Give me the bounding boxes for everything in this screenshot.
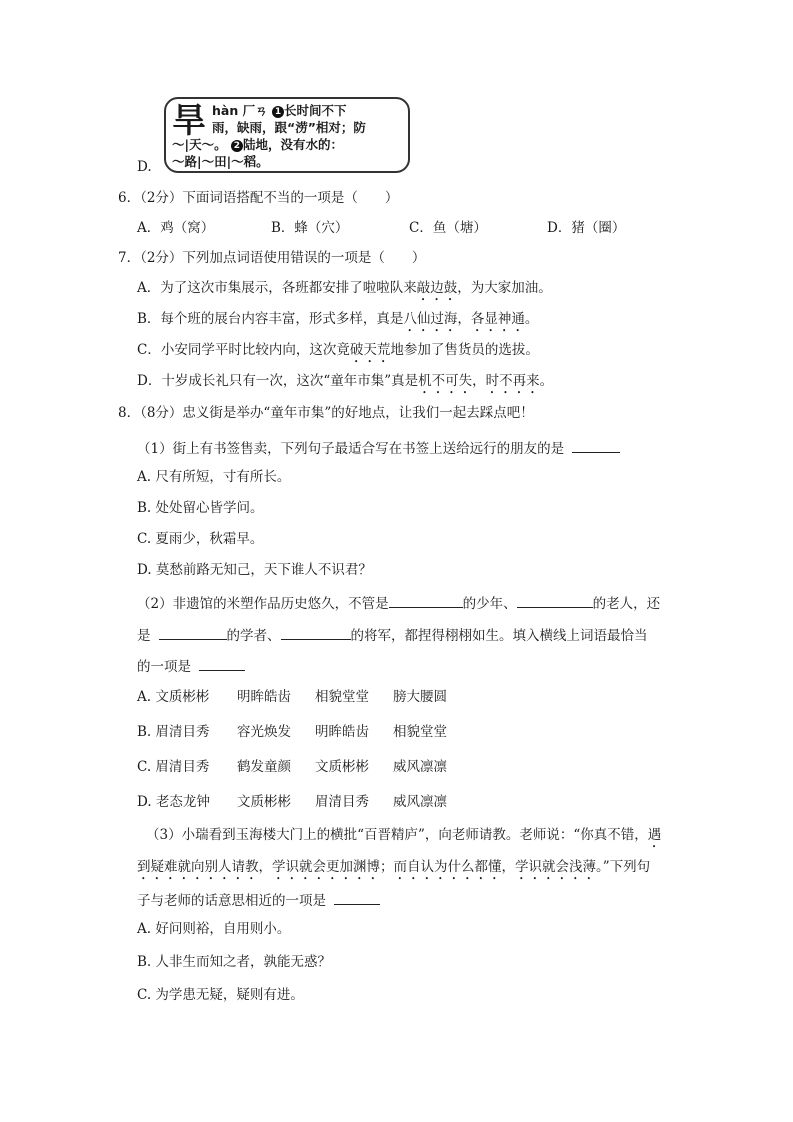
option-b-word-1: B. 眉清目秀 bbox=[137, 724, 210, 740]
q7-b-tail: 。 bbox=[524, 311, 539, 327]
dictionary-line-1 bbox=[212, 103, 346, 119]
q8-sub1-option-b: B. 处处留心皆学问。 bbox=[137, 500, 264, 516]
q8-sub3-dotted-a: 遇 bbox=[647, 827, 662, 843]
q8-sub2-blank-2[interactable] bbox=[517, 593, 593, 608]
q7-b-dotted: 八仙过海，各显神通 bbox=[403, 311, 525, 327]
q7-option-b bbox=[137, 310, 538, 335]
q8-sub1-answer-blank[interactable] bbox=[572, 438, 620, 453]
q7-a-text: A．为了这次市集展示，各班都安排了啦啦队来 bbox=[137, 280, 417, 296]
q7-d-tail: 。 bbox=[539, 373, 554, 389]
option-a-word-1: A. 文质彬彬 bbox=[137, 689, 210, 705]
dictionary-line-3-a: ～|天～。 bbox=[172, 137, 227, 152]
sense-1-marker: 1 bbox=[272, 106, 284, 118]
option-d-word-2: 文质彬彬 bbox=[237, 794, 291, 810]
q8-sub2-line-3 bbox=[137, 656, 245, 676]
q6-stem: 6．（2分）下面词语搭配不当的一项是（ ） bbox=[118, 190, 399, 206]
option-d-word-3: 眉清目秀 bbox=[315, 794, 369, 810]
dictionary-headword: 旱 bbox=[172, 101, 206, 141]
dictionary-sense-2: 陆地，没有水的： bbox=[242, 137, 343, 152]
q8-sub2-blank-3[interactable] bbox=[159, 625, 227, 640]
q7-b-text: B．每个班的展台内容丰富，形式多样，真是 bbox=[137, 311, 404, 327]
option-c-word-2: 鹤发童颜 bbox=[237, 759, 291, 775]
option-b-word-4: 相貌堂堂 bbox=[393, 724, 447, 740]
option-a-word-2: 明眸皓齿 bbox=[237, 689, 291, 705]
q7-option-d bbox=[137, 372, 553, 397]
dictionary-line-4: ～路|～田|～稻。 bbox=[172, 154, 269, 169]
q8-sub3-option-a: A. 好问则裕，自用则小。 bbox=[137, 921, 291, 937]
dictionary-zhuyin: 厂ㄢ bbox=[242, 103, 268, 118]
q8-sub3-answer-blank[interactable] bbox=[334, 890, 380, 905]
dictionary-entry-card bbox=[164, 97, 410, 173]
q8-sub3-text-a: （3）小瑞看到玉海楼大门上的横批“百晋精庐”，向老师请教。老师说：“你真不错， bbox=[146, 827, 648, 843]
q8-sub2-text-f: 的将军，都捏得栩栩如生。填入横线上词语最恰当 bbox=[350, 628, 648, 644]
sense-2-marker: 2 bbox=[231, 140, 243, 152]
option-d-word-1: D. 老态龙钟 bbox=[137, 794, 210, 810]
q7-stem: 7．（2分）下列加点词语使用错误的一项是（ ） bbox=[118, 250, 426, 266]
q7-d-text: D．十岁成长礼只有一次，这次“童年市集”真是 bbox=[137, 373, 419, 389]
option-b-word-3: 明眸皓齿 bbox=[315, 724, 369, 740]
q6-option-a: A．鸡（窝） bbox=[137, 220, 215, 236]
q8-sub2-blank-1[interactable] bbox=[389, 593, 463, 608]
q8-sub2-text-c: 的老人，还 bbox=[592, 596, 661, 612]
q8-sub2-answer-blank[interactable] bbox=[199, 656, 245, 671]
option-c-word-3: 文质彬彬 bbox=[315, 759, 369, 775]
q8-sub2-line-1 bbox=[137, 593, 660, 613]
q8-sub3-text-b: 。”下列句 bbox=[596, 859, 651, 875]
q8-sub2-text-a: （2）非遗馆的米塑作品历史悠久，不管是 bbox=[137, 596, 389, 612]
option-a-word-4: 膀大腰圆 bbox=[393, 689, 447, 705]
option-d-label: D. bbox=[137, 159, 152, 175]
q8-stem: 8．（8分）忠义街是举办“童年市集”的好地点，让我们一起去踩点吧！ bbox=[118, 405, 534, 421]
q8-sub3-line-2 bbox=[137, 858, 650, 883]
q6-option-d: D．猪（圈） bbox=[547, 220, 626, 236]
q8-sub3-line-1 bbox=[146, 826, 661, 851]
q8-sub2-text-g: 的一项是 bbox=[137, 659, 191, 675]
q7-c-dotted: 破天荒 bbox=[349, 342, 391, 358]
q8-sub1-stem bbox=[137, 438, 620, 458]
q8-sub2-text-d: 是 bbox=[137, 628, 151, 644]
dictionary-sense-1: 长时间不下 bbox=[283, 103, 347, 118]
q8-sub1-option-a: A. 尺有所短，寸有所长。 bbox=[137, 469, 291, 485]
q8-sub2-text-e: 的学者、 bbox=[226, 628, 281, 644]
q8-sub3-line-3 bbox=[137, 890, 380, 910]
q8-sub1-text: （1）街上有书签售卖，下列句子最适合写在书签上送给远行的朋友的是 bbox=[137, 441, 565, 457]
q7-c-tail: 地参加了售货员的选拔。 bbox=[390, 342, 539, 358]
option-c-word-1: C. 眉清目秀 bbox=[137, 759, 210, 775]
q7-option-c bbox=[137, 341, 539, 366]
q7-a-tail: ，为大家加油。 bbox=[457, 280, 552, 296]
q8-sub3-option-b: B. 人非生而知之者，孰能无惑？ bbox=[137, 954, 332, 970]
dictionary-line-2: 雨，缺雨，跟“涝”相对；防 bbox=[212, 120, 366, 135]
option-b-word-2: 容光焕发 bbox=[237, 724, 291, 740]
dictionary-pinyin: hàn bbox=[212, 103, 239, 118]
q8-sub3-option-c: C. 为学患无疑，疑则有进。 bbox=[137, 987, 304, 1003]
q8-sub2-line-2 bbox=[137, 625, 648, 645]
q7-c-text: C．小安同学平时比较内向，这次竟 bbox=[137, 342, 350, 358]
q8-sub1-option-d: D. 莫愁前路无知己，天下谁人不识君？ bbox=[137, 562, 372, 578]
q7-a-dotted: 敲边鼓 bbox=[416, 280, 458, 296]
q8-sub2-text-b: 的少年、 bbox=[462, 596, 517, 612]
q8-sub2-blank-4[interactable] bbox=[281, 625, 351, 640]
q8-sub3-text-c: 子与老师的话意思相近的一项是 bbox=[137, 893, 326, 909]
option-a-word-3: 相貌堂堂 bbox=[315, 689, 369, 705]
q6-option-c: C．鱼（塘） bbox=[409, 220, 487, 236]
q8-sub1-option-c: C. 夏雨少，秋霜早。 bbox=[137, 531, 264, 547]
q7-d-dotted: 机不可失，时不再来 bbox=[418, 373, 540, 389]
q8-sub3-dotted-b: 到疑难就向别人请教，学识就会更加渊博；而自认为什么都懂，学识就会浅薄 bbox=[137, 859, 596, 875]
option-d-word-4: 威风凛凛 bbox=[393, 794, 447, 810]
option-c-word-4: 威风凛凛 bbox=[393, 759, 447, 775]
q6-option-b: B．蜂（穴） bbox=[271, 220, 349, 236]
dictionary-line-3 bbox=[172, 137, 343, 153]
q7-option-a bbox=[137, 279, 552, 304]
